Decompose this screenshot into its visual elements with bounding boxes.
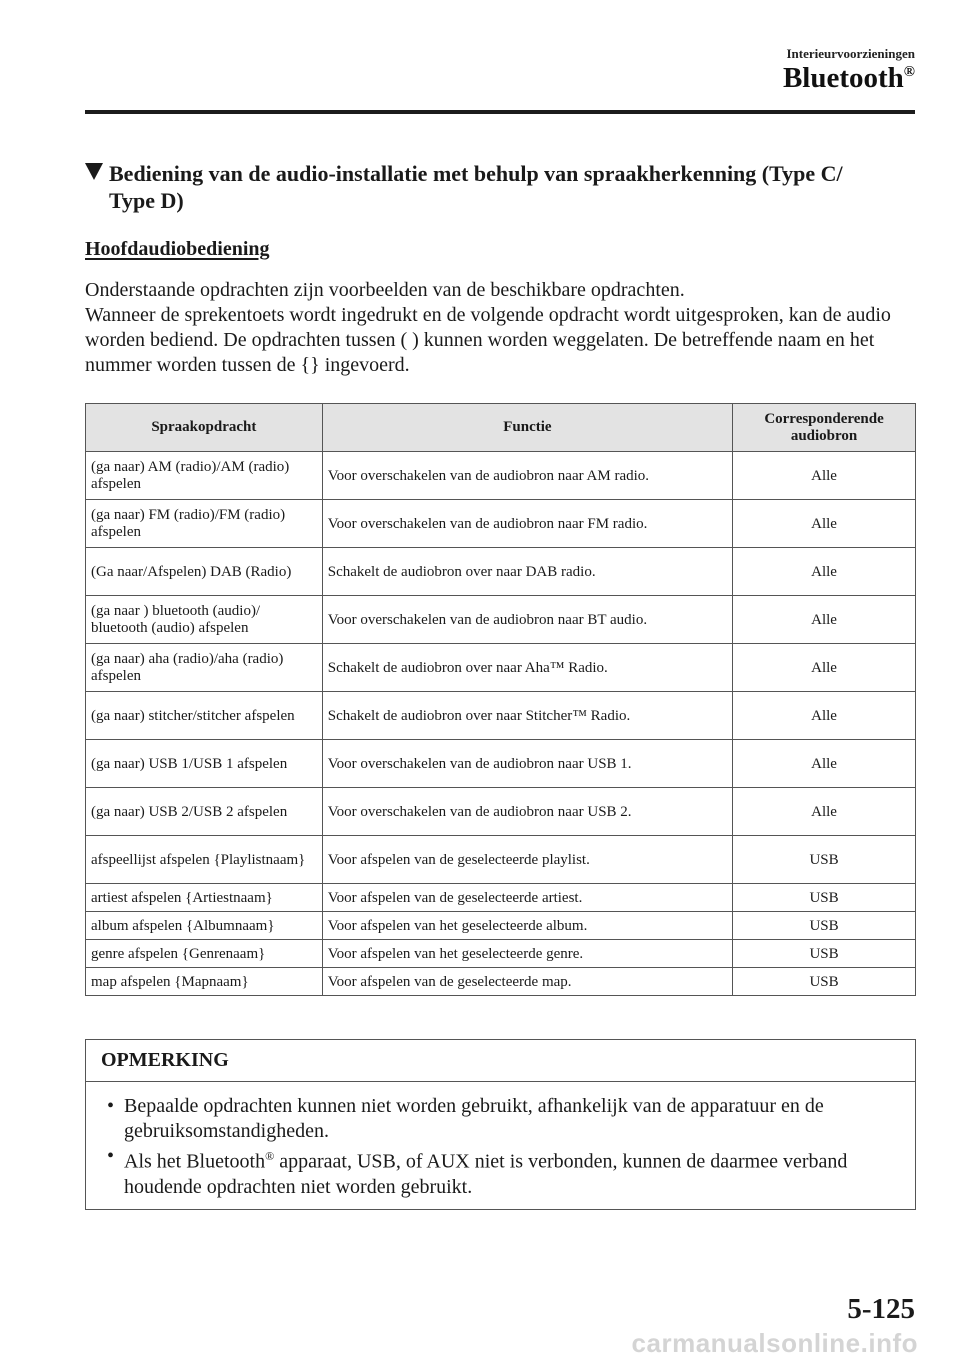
header-rule bbox=[85, 110, 915, 114]
table-row bbox=[86, 968, 916, 996]
function-cell: Voor overschakelen van de audiobron naar FM radio. bbox=[322, 500, 732, 548]
table-row bbox=[86, 452, 916, 500]
section-heading bbox=[85, 160, 920, 214]
command-cell: (ga naar) aha (radio)/aha (radio) afspelen bbox=[86, 644, 323, 692]
heading-line-2: Type D) bbox=[109, 188, 184, 213]
table-row bbox=[86, 912, 916, 940]
table-row bbox=[86, 548, 916, 596]
voice-command-table bbox=[85, 403, 916, 996]
function-cell: Voor overschakelen van de audiobron naar AM radio. bbox=[322, 452, 732, 500]
table-row bbox=[86, 644, 916, 692]
source-cell: Alle bbox=[733, 692, 916, 740]
command-cell: (ga naar) AM (radio)/AM (radio) afspelen bbox=[86, 452, 323, 500]
header-function: Functie bbox=[322, 404, 732, 452]
command-cell: (ga naar) stitcher/stitcher afspelen bbox=[86, 692, 323, 740]
function-cell: Schakelt de audiobron over naar Aha™ Radio. bbox=[322, 644, 732, 692]
source-cell: Alle bbox=[733, 452, 916, 500]
note-item-2-pre: Als het Bluetooth bbox=[124, 1150, 266, 1173]
triangle-bullet-icon bbox=[85, 163, 103, 180]
registered-mark: ® bbox=[903, 64, 915, 80]
function-cell: Voor afspelen van het geselecteerde genre. bbox=[322, 940, 732, 968]
table-row bbox=[86, 596, 916, 644]
subheading: Hoofdaudiobediening bbox=[85, 238, 270, 260]
intro-paragraph-2: Wanneer de sprekentoets wordt ingedrukt en de volgende opdracht wordt uitgesproken, kan de audio worden bediend. De opdrachten tussen ( ) kunnen worden weggelaten. De betreffende naam en het nummer worden tussen de {} ingevoerd. bbox=[85, 304, 891, 376]
table-row bbox=[86, 940, 916, 968]
page-number: 5-125 bbox=[847, 1293, 915, 1325]
command-cell: (ga naar) FM (radio)/FM (radio) afspelen bbox=[86, 500, 323, 548]
function-cell: Voor afspelen van de geselecteerde map. bbox=[322, 968, 732, 996]
note-title: OPMERKING bbox=[86, 1040, 915, 1082]
source-cell: Alle bbox=[733, 548, 916, 596]
source-cell: Alle bbox=[733, 644, 916, 692]
source-cell: Alle bbox=[733, 596, 916, 644]
source-cell: USB bbox=[733, 884, 916, 912]
table-row bbox=[86, 788, 916, 836]
table-row bbox=[86, 692, 916, 740]
command-cell: (ga naar) USB 2/USB 2 afspelen bbox=[86, 788, 323, 836]
source-cell: USB bbox=[733, 968, 916, 996]
command-cell: (Ga naar/Afspelen) DAB (Radio) bbox=[86, 548, 323, 596]
section-label: Interieurvoorzieningen bbox=[786, 46, 915, 61]
bullet-icon: • bbox=[107, 1095, 115, 1117]
note-item-2-post: apparaat, USB, of AUX niet is verbonden, kunnen de daarmee verband houdende opdrachten niet worden gebruikt. bbox=[124, 1150, 848, 1198]
command-cell: (ga naar ) bluetooth (audio)/ bluetooth (audio) afspelen bbox=[86, 596, 323, 644]
page-title bbox=[783, 62, 915, 95]
title-text: Bluetooth bbox=[782, 62, 904, 94]
command-cell: genre afspelen {Genrenaam} bbox=[86, 940, 323, 968]
table-row bbox=[86, 500, 916, 548]
intro-text bbox=[85, 278, 920, 378]
function-cell: Voor afspelen van het geselecteerde album. bbox=[322, 912, 732, 940]
heading-line-1: Bediening van de audio-installatie met behulp van spraakherkenning (Type C/ bbox=[109, 161, 843, 186]
table-row bbox=[86, 836, 916, 884]
source-cell: Alle bbox=[733, 788, 916, 836]
table-row bbox=[86, 884, 916, 912]
note-box bbox=[85, 1039, 916, 1210]
function-cell: Voor overschakelen van de audiobron naar USB 1. bbox=[322, 740, 732, 788]
header-command: Spraakopdracht bbox=[86, 404, 323, 452]
note-list bbox=[86, 1082, 915, 1200]
function-cell: Schakelt de audiobron over naar Stitcher™ Radio. bbox=[322, 692, 732, 740]
function-cell: Voor overschakelen van de audiobron naar BT audio. bbox=[322, 596, 732, 644]
list-item bbox=[107, 1094, 885, 1144]
function-cell: Voor overschakelen van de audiobron naar USB 2. bbox=[322, 788, 732, 836]
command-cell: map afspelen {Mapnaam} bbox=[86, 968, 323, 996]
list-item bbox=[107, 1144, 885, 1200]
function-cell: Schakelt de audiobron over naar DAB radio. bbox=[322, 548, 732, 596]
table-row bbox=[86, 740, 916, 788]
command-cell: afspeellijst afspelen {Playlistnaam} bbox=[86, 836, 323, 884]
command-cell: artiest afspelen {Artiestnaam} bbox=[86, 884, 323, 912]
command-cell: (ga naar) USB 1/USB 1 afspelen bbox=[86, 740, 323, 788]
function-cell: Voor afspelen van de geselecteerde artiest. bbox=[322, 884, 732, 912]
table-header-row bbox=[86, 404, 916, 452]
note-item-1: Bepaalde opdrachten kunnen niet worden gebruikt, afhankelijk van de apparatuur en de gebruiksomstandigheden. bbox=[124, 1095, 824, 1142]
function-cell: Voor afspelen van de geselecteerde playlist. bbox=[322, 836, 732, 884]
registered-mark: ® bbox=[265, 1149, 275, 1163]
watermark: carmanualsonline.info bbox=[631, 1328, 918, 1358]
bullet-icon: • bbox=[107, 1145, 115, 1167]
header-audio-source: Corresponderende audiobron bbox=[733, 404, 916, 452]
intro-paragraph-1: Onderstaande opdrachten zijn voorbeelden van de beschikbare opdrachten. bbox=[85, 279, 685, 301]
source-cell: Alle bbox=[733, 500, 916, 548]
source-cell: Alle bbox=[733, 740, 916, 788]
source-cell: USB bbox=[733, 940, 916, 968]
command-cell: album afspelen {Albumnaam} bbox=[86, 912, 323, 940]
source-cell: USB bbox=[733, 836, 916, 884]
source-cell: USB bbox=[733, 912, 916, 940]
